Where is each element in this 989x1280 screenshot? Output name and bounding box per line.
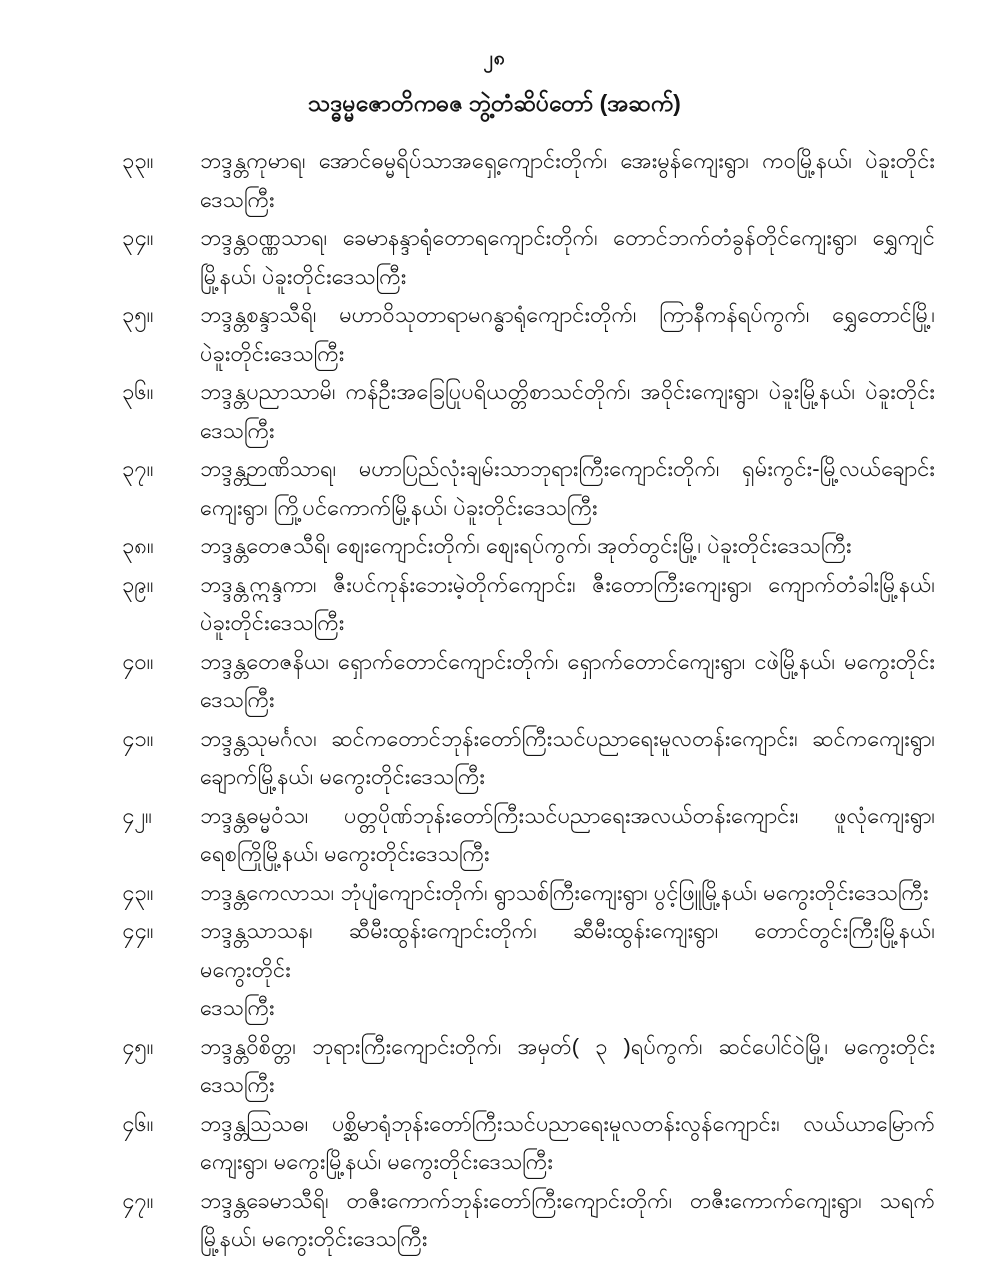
entry-number: ၃၃။: [122, 148, 154, 173]
entry-line: ဘဒ္ဒန္တဣန္ဒကာ၊ ဇီးပင်ကုန်းဘေးမဲ့တိုက်ကျောင်း၊ ဇီးတောကြီးကျေးရွာ၊ ကျောက်တံခါးမြို့နယ်၊: [200, 571, 935, 597]
entry-line: ဘဒ္ဒန္တဝဏ္ဏသာရ၊ ခေမာနန္ဒာရုံတောရကျောင်းတိုက်၊ တောင်ဘက်တံခွန်တိုင်ကျေးရွာ၊ ရွှေကျင်: [200, 225, 935, 250]
entry-line: ဘဒ္ဒန္တသုမင်္ဂလ၊ ဆင်ကတောင်ဘုန်းတော်ကြီးသင်ပညာရေးမူလတန်းကျောင်း၊ ဆင်ကကျေးရွာ၊: [200, 725, 935, 751]
entry-number: ၄၇။: [122, 1187, 154, 1213]
entry-text: [200, 527, 935, 566]
entry-line: ပဲခူးတိုင်းဒေသကြီး: [200, 340, 345, 366]
entry-line: ဘဒ္ဒန္တပညာသာမိ၊ ကန်ဦးအခြေပြုပရိယတ္တိစာသင်တိုက်၊ အဝိုင်းကျေးရွာ၊ ပဲခူးမြို့နယ်၊ ပဲခူးတိုင်း: [200, 379, 935, 404]
entry-number: ၄၆။: [122, 1110, 154, 1136]
entry-number: ၃၈။: [122, 533, 154, 558]
entry-line: ဒေသကြီး: [200, 995, 275, 1020]
entry-line: ဘဒ္ဒန္တခေမာသီရိ၊ တဇီးကောက်ဘုန်းတော်ကြီးကျောင်းတိုက်၊ တဇီးကောက်ကျေးရွာ၊ သရက်: [200, 1187, 935, 1213]
entry-line: ဒေသကြီး: [200, 687, 275, 712]
entry-text: [200, 373, 935, 450]
entry-number: ၃၅။: [122, 302, 154, 327]
list-item: [122, 797, 935, 874]
entry-number: ၃၉။: [122, 571, 154, 597]
entry-line: ဘဒ္ဒန္တသာသန၊ ဆီမီးထွန်းကျောင်းတိုက်၊ ဆီမီးထွန်းကျေးရွာ၊ တောင်တွင်းကြီးမြို့နယ်၊ မကွေးတိုင်း: [200, 918, 935, 982]
entry-text: [200, 874, 935, 913]
entry-text: [200, 797, 935, 874]
entry-line: ဒေသကြီး: [200, 186, 275, 212]
entry-number: ၃၆။: [122, 379, 154, 404]
entry-text: [200, 1028, 935, 1105]
entry-number: ၄၄။: [122, 918, 154, 943]
entry-line: မြို့နယ်၊ မကွေးတိုင်းဒေသကြီး: [200, 1226, 428, 1251]
entry-text: [200, 1105, 935, 1182]
entry-line: ရေစကြိုမြို့နယ်၊ မကွေးတိုင်းဒေသကြီး: [200, 841, 490, 866]
list-item: [122, 219, 935, 296]
entry-number: ၃၄။: [122, 225, 154, 250]
page-number: ၂၈: [483, 48, 506, 69]
list-item: [122, 874, 935, 913]
list-item: [122, 720, 935, 797]
list-item: [122, 527, 935, 566]
entry-line: ဘဒ္ဒန္တဉာဏိသာရ၊ မဟာပြည်လုံးချမ်းသာဘုရားကြီးကျောင်းတိုက်၊ ရှမ်းကွင်း-မြို့လယ်ချောင်း: [200, 456, 935, 481]
entry-text: [200, 720, 935, 797]
entry-text: [200, 912, 935, 1028]
entry-line: ဘဒ္ဒန္တဝိစိတ္တ၊ ဘုရားကြီးကျောင်းတိုက်၊ အမှတ်( ၃ )ရပ်ကွက်၊ ဆင်ပေါင်ဝဲမြို့၊ မကွေးတိုင်း: [200, 1033, 935, 1059]
entry-line: ပဲခူးတိုင်းဒေသကြီး: [200, 610, 345, 635]
entry-line: ဘဒ္ဒန္တကုမာရ၊ အောင်ဓမ္မရိပ်သာအရှေ့ကျောင်းတိုက်၊ အေးမွန်ကျေးရွာ၊ ကဝမြို့နယ်၊ ပဲခူးတိုင်း: [200, 148, 935, 173]
entry-text: [200, 643, 935, 720]
entry-line: ဘဒ္ဒန္တဩသဓ၊ ပစ္ဆိမာရုံဘုန်းတော်ကြီးသင်ပညာရေးမူလတန်းလွန်ကျောင်း၊ လယ်ယာမြောက်: [200, 1110, 935, 1136]
list-item: [122, 912, 935, 1028]
list-item: [122, 1028, 935, 1105]
entry-line: ဒေသကြီး: [200, 1072, 275, 1097]
entry-line: ကျေးရွာ၊ ကြို့ပင်ကောက်မြို့နယ်၊ ပဲခူးတိုင်းဒေသကြီး: [200, 494, 598, 520]
entry-line: ဘဒ္ဒန္တတေဇသီရိ၊ စျေးကျောင်းတိုက်၊ စျေးရပ်ကွက်၊ အုတ်တွင်းမြို့၊ ပဲခူးတိုင်းဒေသကြီး: [200, 533, 852, 558]
list-item: [122, 373, 935, 450]
list-item: [122, 450, 935, 527]
entry-text: [200, 566, 935, 643]
entry-text: [200, 450, 935, 527]
entry-line: ဘဒ္ဒန္တဓမ္မဝံသ၊ ပတ္တပိုဏ်ဘုန်းတော်ကြီးသင်ပညာရေးအလယ်တန်းကျောင်း၊ ဖူလုံကျေးရွာ၊: [200, 802, 935, 828]
entry-text: [200, 219, 935, 296]
entry-line: ဘဒ္ဒန္တကေလာသ၊ ဘုံပျံကျောင်းတိုက်၊ ရွာသစ်ကြီးကျေးရွာ၊ ပွင့်ဖြူမြို့နယ်၊ မကွေးတိုင်းဒေသကြီး: [200, 879, 929, 905]
entry-number: ၄၀။: [122, 648, 154, 674]
entry-number: ၄၅။: [122, 1033, 154, 1059]
entry-number: ၄၁။: [122, 725, 154, 751]
entry-line: ချောက်မြို့နယ်၊ မကွေးတိုင်းဒေသကြီး: [200, 764, 485, 789]
list-item: [122, 296, 935, 373]
entry-text: [200, 296, 935, 373]
entry-number: ၄၂။: [122, 802, 152, 828]
page-title: သဒ္ဓမ္မဇောတိကဓဇ ဘွဲ့တံဆိပ်တော် (အဆက်): [308, 90, 681, 116]
entry-number: ၃၇။: [122, 456, 154, 481]
list-item: [122, 1182, 935, 1259]
list-item: [122, 1105, 935, 1182]
entry-text: [200, 1182, 935, 1259]
entry-line: ဘဒ္ဒန္တစန္ဒာသီရိ၊ မဟာဝိသုတာရာမဂန္ဓာရုံကျောင်းတိုက်၊ ကြာနီကန်ရပ်ကွက်၊ ရွှေတောင်မြို့၊: [200, 302, 935, 327]
entry-number: ၄၃။: [122, 879, 154, 905]
entry-line: မြို့နယ်၊ ပဲခူးတိုင်းဒေသကြီး: [200, 263, 407, 289]
entry-text: [200, 142, 935, 219]
list-item: [122, 142, 935, 219]
entry-list: [0, 142, 989, 1259]
entry-line: ကျေးရွာ၊ မကွေးမြို့နယ်၊ မကွေးတိုင်းဒေသကြီး: [200, 1149, 553, 1174]
list-item: [122, 566, 935, 643]
list-item: [122, 643, 935, 720]
entry-line: ဒေသကြီး: [200, 417, 275, 443]
entry-line: ဘဒ္ဒန္တတေဇနိယ၊ ရှောက်တောင်ကျောင်းတိုက်၊ ရှောက်တောင်ကျေးရွာ၊ ငဖဲမြို့နယ်၊ မကွေးတိုင်း: [200, 648, 935, 674]
